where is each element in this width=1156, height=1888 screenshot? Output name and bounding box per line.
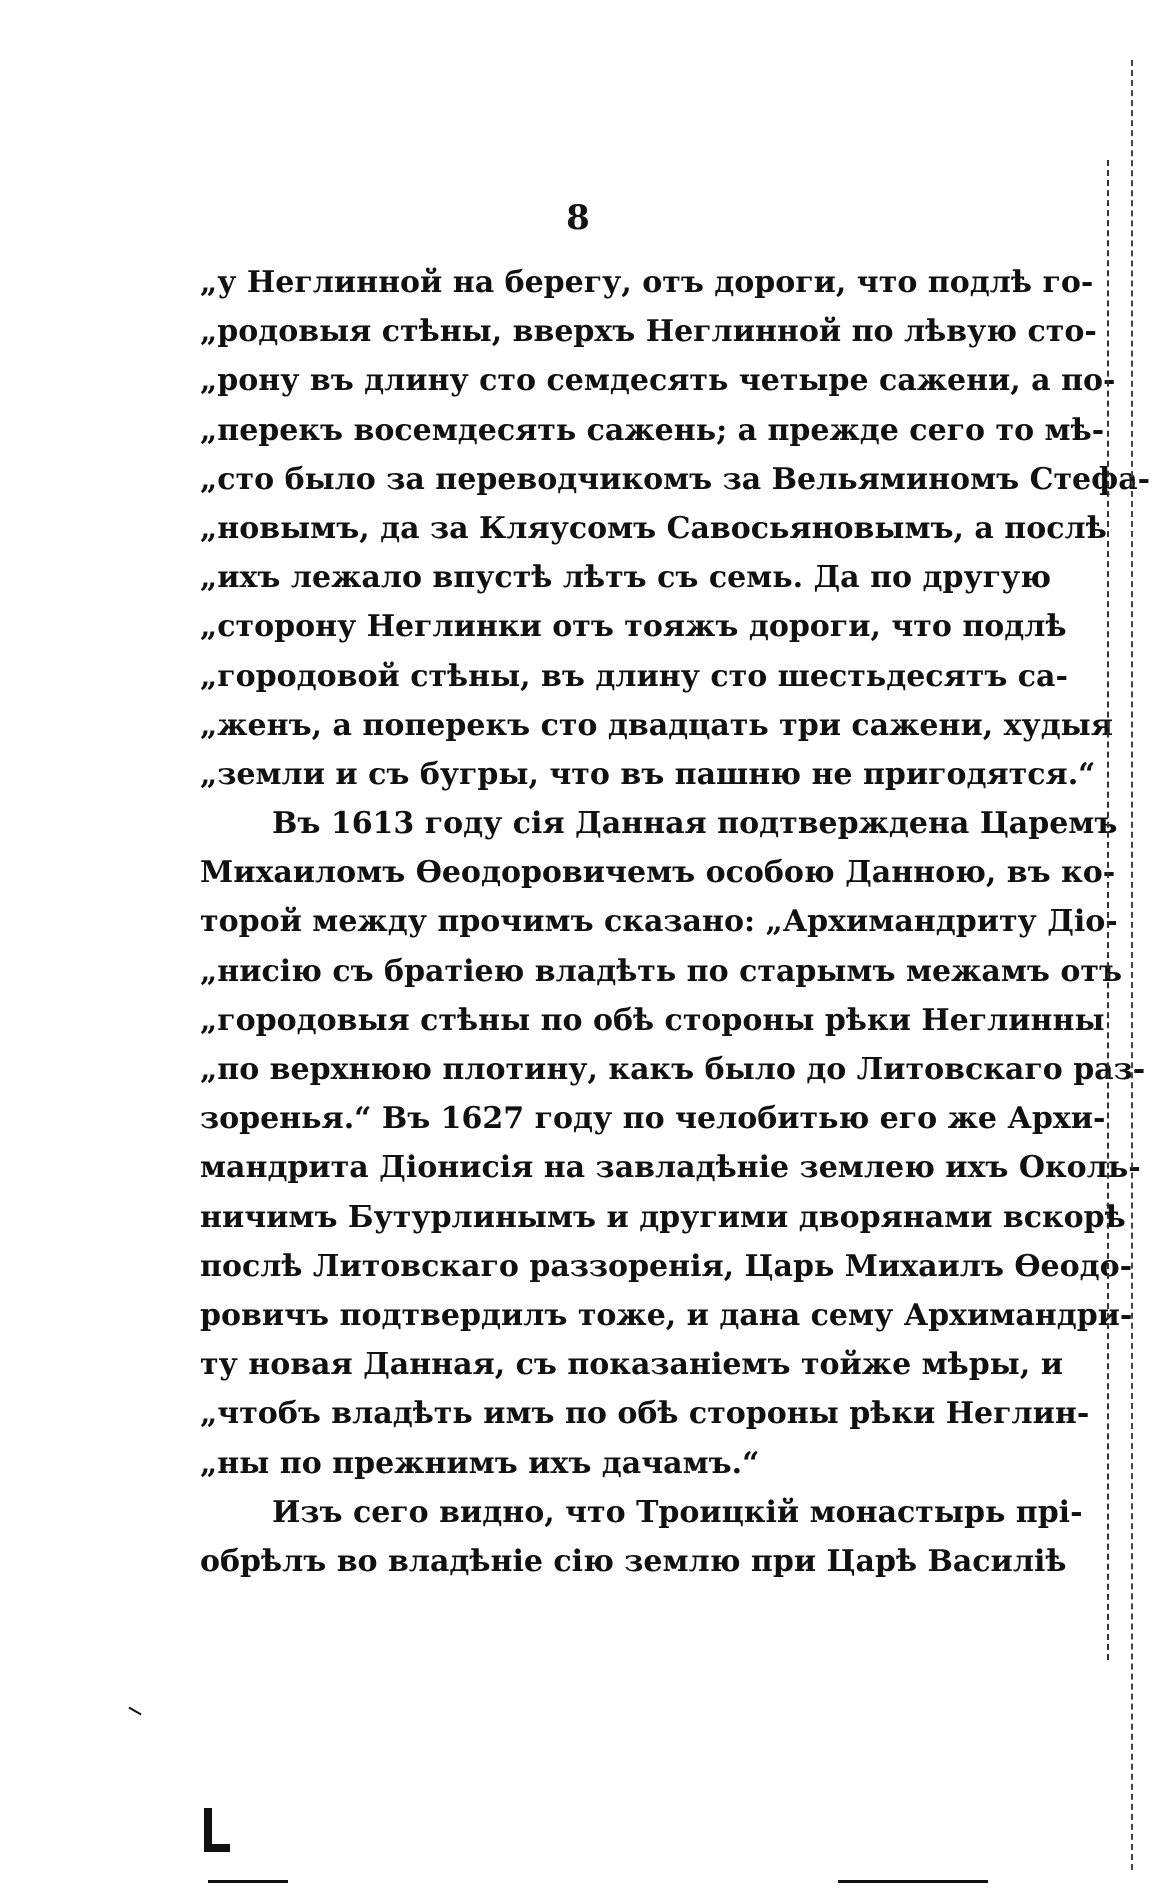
scan-bottom-rule [838,1880,988,1883]
text-line: „ны по прежнимъ ихъ дачамъ.“ [200,1445,760,1481]
scan-corner-mark [204,1844,230,1852]
body-text [200,258,1151,1586]
scan-edge-mark [1131,60,1133,1870]
text-line: „чтобъ владѣть имъ по обѣ стороны рѣки Неглин- [200,1396,1090,1432]
text-line: Михаиломъ Ѳеодоровичемъ особою Данною, въ ко- [200,855,1116,891]
text-line: зоренья.“ Въ 1627 году по челобитью его же Архи- [200,1101,1106,1137]
text-line: „городовыя стѣны по обѣ стороны рѣки Неглинны [200,1002,1105,1038]
text-line: „городовой стѣны, въ длину сто шестьдесятъ са- [200,658,1068,694]
paragraph-start: Въ 1613 году сія Данная подтверждена Царемъ [272,806,1118,842]
text-line: „ихъ лежало впустѣ лѣтъ съ семь. Да по другую [200,560,1052,596]
text-line: „земли и съ бугры, что въ пашню не пригодятся.“ [200,756,1096,792]
text-line: обрѣлъ во владѣніе сію землю при Царѣ Василіѣ [200,1543,1067,1579]
scan-edge-mark [1107,160,1109,1660]
text-line: мандрита Діонисія на завладѣніе землею ихъ Околь- [200,1150,1141,1186]
text-line: „сторону Неглинки отъ тояжъ дороги, что подлѣ [200,609,1067,645]
scan-speck [128,1707,141,1716]
text-line: торой между прочимъ сказано: „Архимандриту Діо- [200,904,1118,940]
text-line: „по верхнюю плотину, какъ было до Литовскаго раз- [200,1052,1146,1087]
text-line: ничимъ Бутурлинымъ и другими дворянами вскорѣ [200,1199,1126,1235]
text-line: „женъ, а поперекъ сто двадцать три сажени, худыя [200,707,1113,743]
text-line: ту новая Данная, съ показаніемъ тойже мѣры, и [200,1347,1063,1383]
text-line: „нисію съ братіею владѣть по старымъ межамъ отъ [200,953,1122,989]
text-line: „родовыя стѣны, вверхъ Неглинной по лѣвую сто- [200,314,1097,350]
text-line: ровичъ подтвердилъ тоже, и дана сему Архимандри- [200,1297,1133,1333]
text-line: послѣ Литовскаго раззоренія, Царь Михаилъ Ѳеодо- [200,1248,1133,1284]
text-line: „новымъ, да за Кляусомъ Савосьяновымъ, а послѣ [200,510,1107,546]
text-line: „у Неглинной на берегу, отъ дороги, что подлѣ го- [200,265,1094,300]
scan-bottom-rule [208,1880,288,1883]
page-number: 8 [566,198,590,238]
paragraph-start: Изъ сего видно, что Троицкій монастырь прі- [272,1494,1083,1530]
text-line: „сто было за переводчикомъ за Вельяминомъ Стефа- [200,461,1151,497]
text-line: „перекъ восемдесять сажень; а прежде сего то мѣ- [200,412,1105,448]
text-line: „рону въ длину сто семдесять четыре сажени, а по- [200,363,1116,399]
